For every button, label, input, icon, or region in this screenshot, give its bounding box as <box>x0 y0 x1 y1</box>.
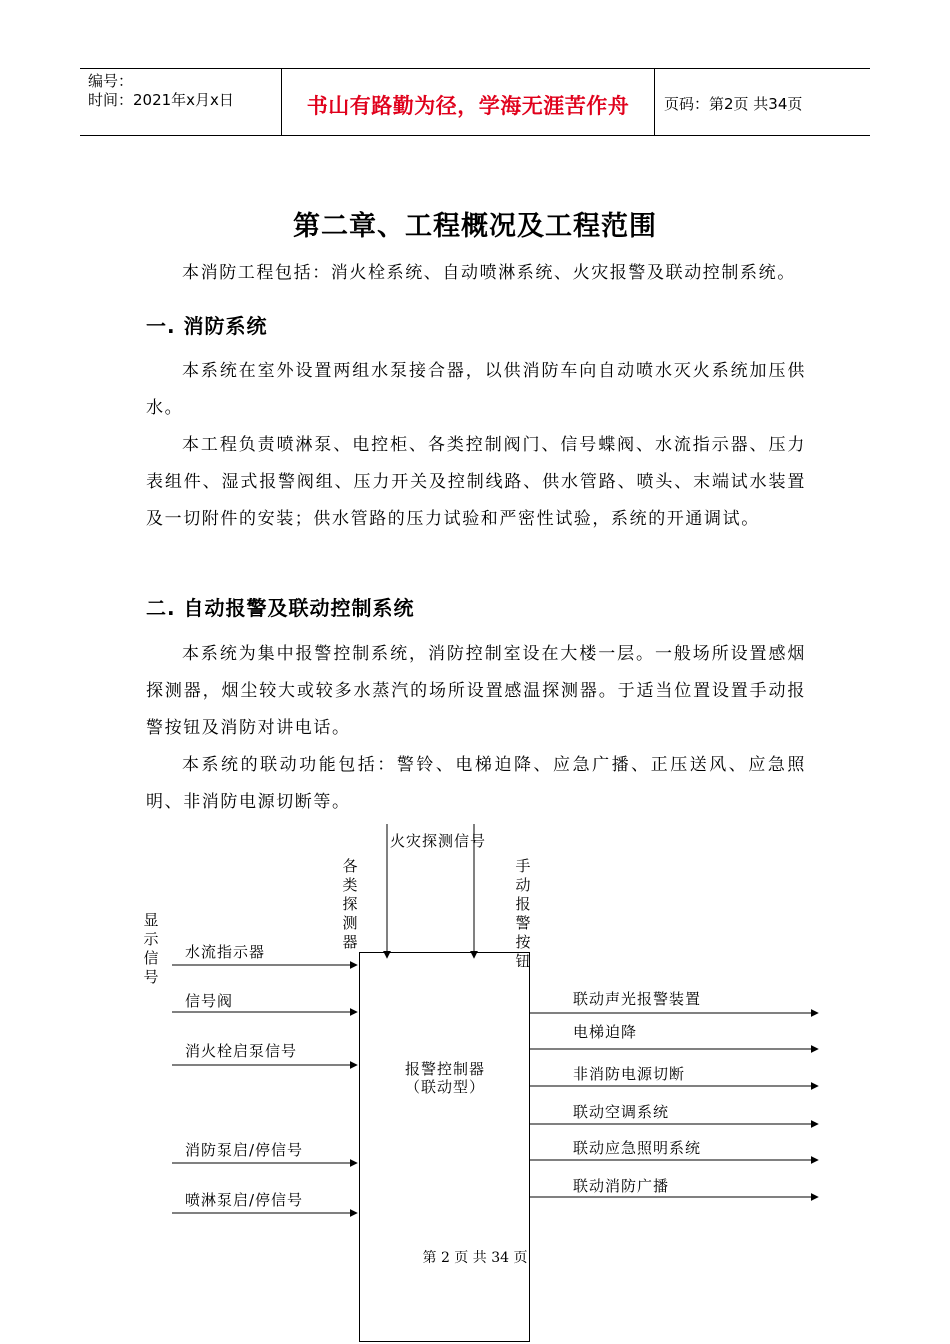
input-label-1: 水流指示器 <box>185 943 266 961</box>
input-label-4: 消防泵启/停信号 <box>185 1141 304 1159</box>
doc-number-label: 编号： <box>88 72 134 90</box>
controller-label-line1: 报警控制器 <box>404 1060 485 1078</box>
top-signal-label: 火灾探测信号 <box>390 832 487 850</box>
doc-date-label: 时间：2021年x月x日 <box>88 91 234 109</box>
section2-heading: 二. 自动报警及联动控制系统 <box>146 596 415 620</box>
output-label-5: 联动应急照明系统 <box>573 1139 702 1157</box>
controller-box <box>360 953 530 1342</box>
input-label-3: 消火栓启泵信号 <box>185 1042 298 1060</box>
page-footer: 第 2 页 共 34 页 <box>422 1250 528 1266</box>
output-label-2: 电梯迫降 <box>573 1023 638 1041</box>
header-motto: 书山有路勤为径，学海无涯苦作舟 <box>306 94 630 118</box>
output-label-6: 联动消防广播 <box>573 1177 670 1195</box>
intro-paragraph: 本消防工程包括：消火栓系统、自动喷淋系统、火灾报警及联动控制系统。 <box>182 263 796 283</box>
section1-paragraph-2: 本工程负责喷淋泵、电控柜、各类控制阀门、信号蝶阀、水流指示器、压力表组件、湿式报警阀组、压力开关及控制线路、供水管路、喷头、末端试水装置及一切附件的安装；供水管路的压力试验和严密性试验，系统的开通调试。 <box>146 435 806 529</box>
section1-paragraph-1: 本系统在室外设置两组水泵接合器，以供消防车向自动喷水灭火系统加压供水。 <box>146 361 806 418</box>
output-label-4: 联动空调系统 <box>573 1103 670 1121</box>
header-page-number: 页码：第2页 共34页 <box>664 95 803 113</box>
input-label-2: 信号阀 <box>185 992 234 1010</box>
section2-paragraph-1: 本系统为集中报警控制系统，消防控制室设在大楼一层。一般场所设置感烟探测器，烟尘较大或较多水蒸汽的场所设置感温探测器。于适当位置设置手动报警按钮及消防对讲电话。 <box>146 644 806 738</box>
input-label-5: 喷淋泵启/停信号 <box>185 1191 304 1209</box>
controller-label-line2: （联动型） <box>404 1078 485 1096</box>
section1-heading: 一. 消防系统 <box>146 314 268 338</box>
chapter-title: 第二章、工程概况及工程范围 <box>293 211 657 242</box>
manual-button-label: 手动报警按钮 <box>515 857 531 970</box>
output-label-3: 非消防电源切断 <box>573 1065 686 1083</box>
section2-paragraph-2: 本系统的联动功能包括：警铃、电梯迫降、应急广播、正压送风、应急照明、非消防电源切断等。 <box>146 755 806 812</box>
output-label-1: 联动声光报警装置 <box>573 990 702 1008</box>
detectors-label: 各类探测器 <box>342 857 358 951</box>
display-signal-label: 显示信号 <box>143 911 159 986</box>
